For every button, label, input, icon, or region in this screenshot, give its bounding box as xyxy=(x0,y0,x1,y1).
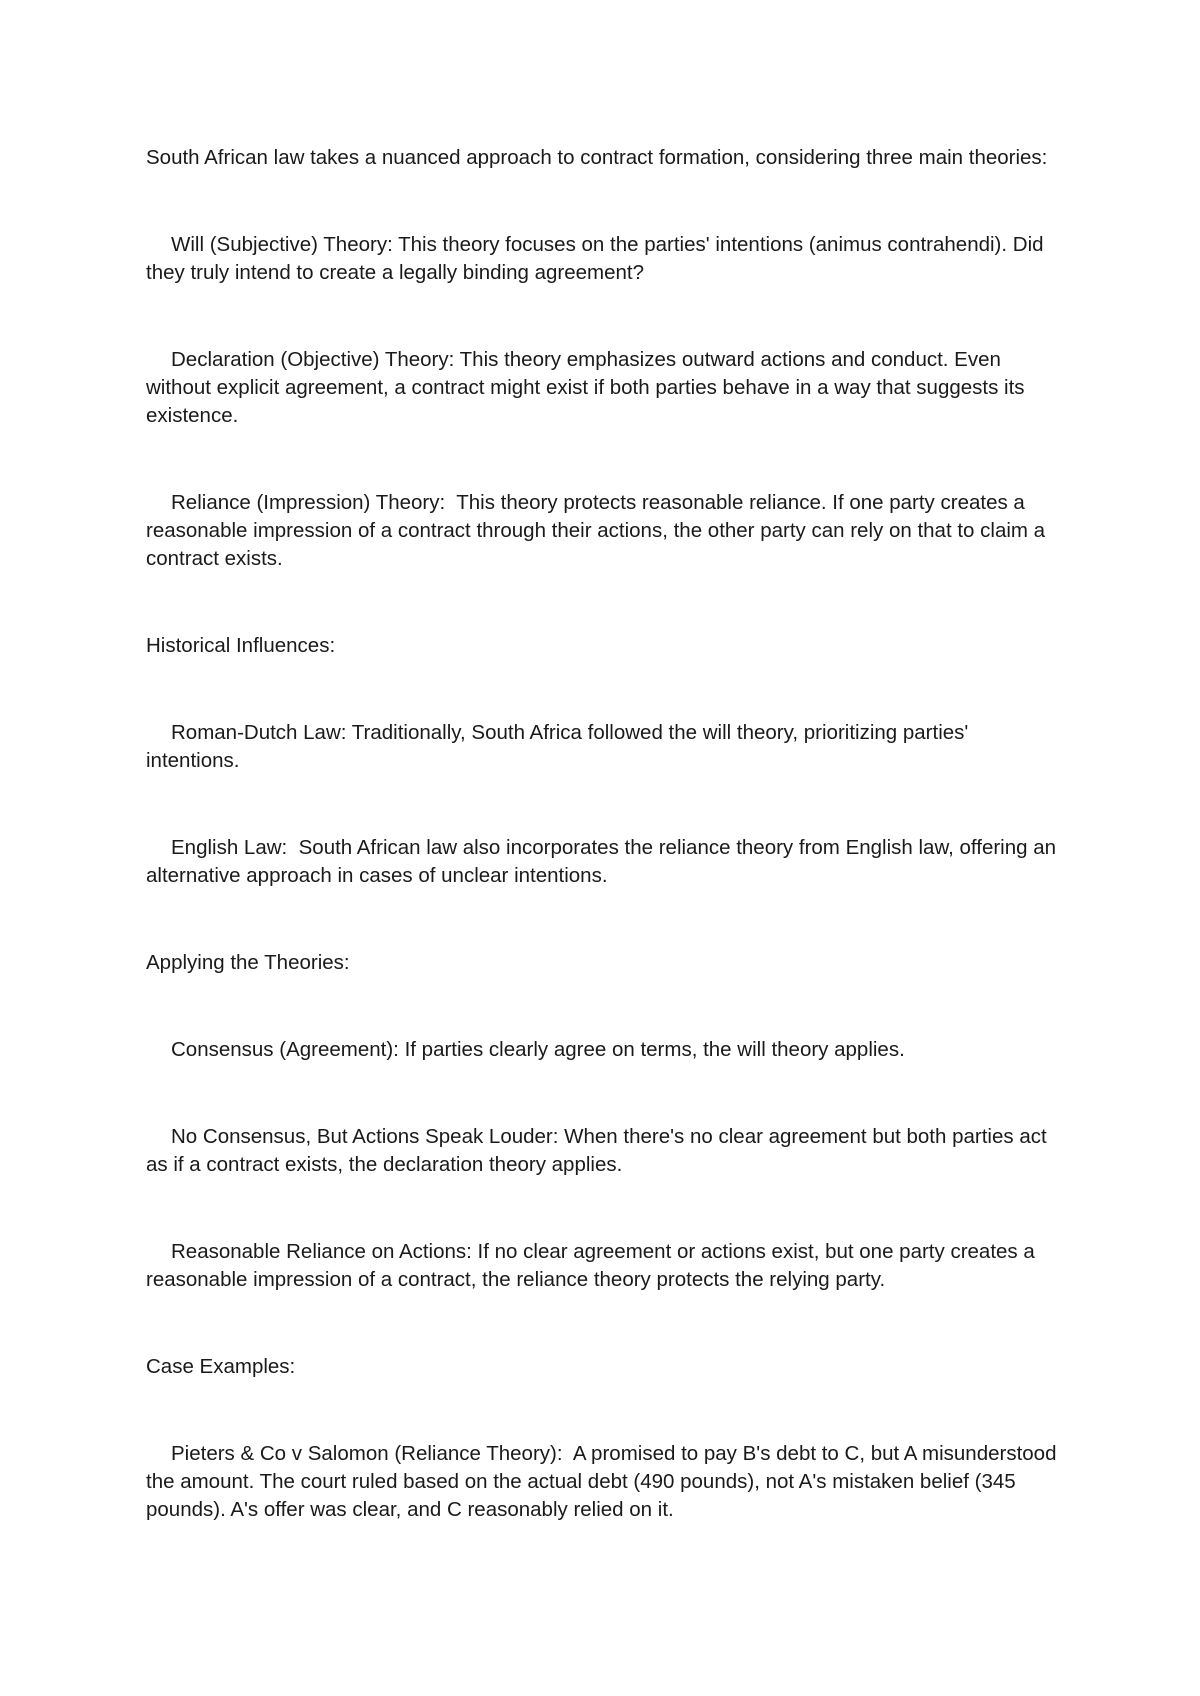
paragraph-declaration-theory: Declaration (Objective) Theory: This theory emphasizes outward actions and conduct. Even without explicit agreement, a contract might exist if both parties behave in a way that suggests its existence. xyxy=(146,348,1031,427)
paragraph-reasonable-reliance: Reasonable Reliance on Actions: If no clear agreement or actions exist, but one party creates a reasonable impression of a contract, the reliance theory protects the relying party. xyxy=(146,1240,1041,1291)
paragraph-no-consensus: No Consensus, But Actions Speak Louder: When there's no clear agreement but both parties act as if a contract exists, the declaration theory applies. xyxy=(146,1125,1053,1176)
paragraph-roman-dutch-law: Roman-Dutch Law: Traditionally, South Africa followed the will theory, prioritizing parties' intentions. xyxy=(146,721,975,772)
paragraph-will-theory: Will (Subjective) Theory: This theory focuses on the parties' intentions (animus contrahendi). Did they truly intend to create a legally binding agreement? xyxy=(146,233,1050,284)
document-body xyxy=(146,144,1066,1583)
paragraph-pieters-case: Pieters & Co v Salomon (Reliance Theory): A promised to pay B's debt to C, but A misunderstood the amount. The court ruled based on the actual debt (490 pounds), not A's mistaken belief (345 pounds). A's offer was clear, and C reasonably relied on it. xyxy=(146,1442,1063,1521)
paragraph-english-law: English Law: South African law also incorporates the reliance theory from English law, offering an alternative approach in cases of unclear intentions. xyxy=(146,836,1062,887)
heading-case-examples: Case Examples: xyxy=(146,1355,296,1378)
heading-applying-theories: Applying the Theories: xyxy=(146,951,350,974)
heading-historical-influences: Historical Influences: xyxy=(146,634,336,657)
paragraph-reliance-theory: Reliance (Impression) Theory: This theory protects reasonable reliance. If one party creates a reasonable impression of a contract through their actions, the other party can rely on that to claim a contract exists. xyxy=(146,491,1051,570)
paragraph-consensus: Consensus (Agreement): If parties clearly agree on terms, the will theory applies. xyxy=(171,1038,905,1061)
paragraph-intro: South African law takes a nuanced approach to contract formation, considering three main theories: xyxy=(146,146,1048,169)
